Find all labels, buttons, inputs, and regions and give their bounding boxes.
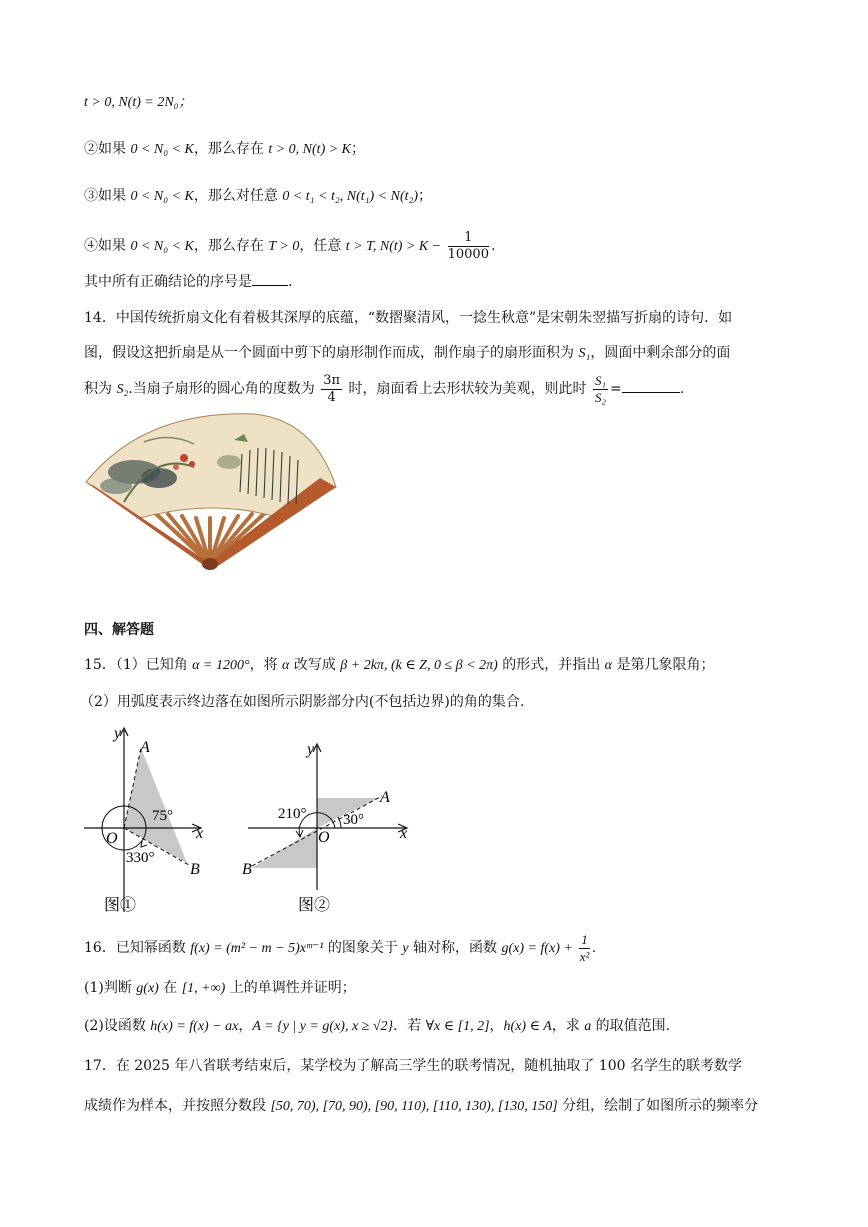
q15-line-2-text: （2）用弧度表示终边落在如图所示阴影部分内(不包括边界)的角的集合. [80,694,525,710]
q13-conclusion [84,272,292,292]
q16-line-2-g: g(x) [136,981,159,996]
fig2-origin-label: O [318,829,330,846]
q13-item-4-mid-2: ，任意 [299,238,346,254]
q13-item-2-expr: t > 0, N(t) > K [268,142,352,157]
q17-line-2-end: 分组，绘制了如图所示的频率分 [557,1098,759,1114]
q15-line-1-form: β + 2kπ, (k ∈ Z, 0 ≤ β < 2π) [340,658,498,673]
q13-item-2-end: ； [351,141,366,157]
figure-2 [238,738,418,918]
q16-line-1-mid: 的图象关于 [323,940,403,956]
q16-line-1-end: . [591,940,597,956]
q14-line-2 [84,343,730,364]
q14-line-2-post: ，圆面中剩余部分的面 [590,345,731,361]
q13-item-3 [84,186,432,207]
q16-g-denominator: x² [579,948,590,964]
q13-item-3-end: ； [418,188,433,204]
q14-line-3 [84,370,684,409]
q13-item-2-mid: ，那么存在 [193,141,269,157]
q14-ratio-fraction [593,373,608,406]
fig2-x-label: x [400,825,408,842]
q17-line-1 [84,1056,742,1076]
q16-line-3-end: 的取值范围. [591,1018,671,1034]
q13-answer-blank[interactable] [252,285,288,286]
q14-line-2-pre: 图，假设这把折扇是从一个圆面中剪下的扇形制作而成，制作扇子的扇形面积为 [84,345,579,361]
q13-item-3-expr: 0 < t₁ < t₂, N(t₁) < N(t₂) [282,189,419,204]
fig1-point-b: B [190,861,200,878]
q13-item-2-cond: 0 < N₀ < K [130,142,194,157]
fig1-y-label: y [114,725,122,742]
q13-item-4-cond: 0 < N₀ < K [130,239,194,254]
q16-line-3-pre: (2)设函数 [84,1018,151,1034]
q17-line-2 [84,1096,758,1117]
section-title [84,620,154,640]
q14-angle-fraction [321,373,342,406]
q14-line-3-end: . [679,381,685,397]
q16-line-2-end: 上的单调性并证明； [225,980,356,996]
q15-line-1-alpha: α = 1200° [192,658,250,673]
q13-item-4-fraction [448,230,489,263]
q14-line-1 [84,308,732,328]
q16-line-3-sep: ， [238,1018,253,1034]
fig2-point-a: A [380,789,390,806]
q14-line-3-mid: .当扇子扇形的圆心角的度数为 [128,381,320,397]
q13-item-2 [84,139,365,160]
q16-g-fraction [579,932,590,965]
fig1-x-label: x [196,825,204,842]
q15-line-1-alpha-2: α [282,658,290,673]
q16-line-3-mid: ．若 [393,1018,426,1034]
q16-line-2-interval: [1, +∞) [181,981,226,996]
q14-ratio-numerator: S₁ [594,372,606,388]
fig1-angle-75: 75° [152,808,173,824]
q16-line-3-forall: ∀x ∈ [1, 2] [425,1019,490,1034]
q16-line-2 [84,978,356,999]
fig2-point-b: B [242,861,252,878]
fig1-arc-arrow-icon [141,841,147,847]
fan-pivot [202,558,218,570]
q17-line-1-text: 17．在 2025 年八省联考结束后，某学校为了解高三学生的联考情况，随机抽取了 100 名学生的联考数学 [84,1058,742,1074]
fig1-point-a: A [140,739,150,756]
q16-line-2-pre: (1)判断 [84,980,137,996]
q16-line-1-y: y [402,941,409,956]
q13-item-4-end: . [490,238,496,254]
q16-line-1-f: f(x) = (m² − m − 5)xᵐ⁻¹ [190,941,324,956]
q17-line-2-pre: 成绩作为样本，并按照分数段 [84,1098,271,1114]
q13-line-1-text: t > 0, N(t) = 2N₀； [84,95,193,110]
q16-line-1-pre: 16．已知幂函数 [84,940,191,956]
q13-item-4-denominator: 10000 [447,246,489,262]
fig1-angle-330: 330° [126,850,155,866]
q13-item-3-mid: ，那么对任意 [193,188,283,204]
fig2-caption: 图② [298,897,331,914]
q13-conclusion-end: . [288,274,293,290]
q14-line-2-s1: S₁ [578,346,591,361]
q14-line-3-pre: 积为 [84,381,117,397]
q14-answer-blank[interactable] [622,392,680,393]
q16-line-2-mid: 在 [158,980,182,996]
q16-line-3-in: h(x) ∈ A [503,1019,552,1034]
q14-line-3-mid-2: 时，扇面看上去形状较为美观，则此时 [344,381,591,397]
q13-item-3-pre: ③如果 [84,188,131,204]
q15-line-1-mid: ，将 [249,657,283,673]
q16-line-1-mid-2: 轴对称，函数 [408,940,502,956]
q13-item-4-expr-1: T > 0 [268,239,300,254]
q14-angle-denominator: 4 [327,389,336,405]
q16-g-numerator: 1 [581,931,588,947]
q14-ratio-equals: = [610,381,622,397]
figure-1 [78,722,228,918]
q16-line-1 [84,930,596,967]
q13-item-2-pre: ②如果 [84,141,131,157]
q15-line-1-end: 是第几象限角； [612,657,715,673]
q16-line-1-g: g(x) = f(x) + [501,941,573,956]
q13-line-1 [84,92,193,113]
q13-item-4-pre: ④如果 [84,238,131,254]
q13-item-4-numerator: 1 [448,230,489,247]
q15-line-1-mid-3: 的形式，并指出 [497,657,605,673]
q14-line-3-s2: S₂ [116,382,129,397]
q15-line-1-alpha-3: α [604,658,613,673]
q16-line-3-sep-2: ， [489,1018,504,1034]
q16-line-3-var: a [584,1019,592,1034]
q13-item-3-cond: 0 < N₀ < K [130,189,194,204]
fig2-angle-210: 210° [278,806,307,822]
q13-item-4-mid: ，那么存在 [193,238,269,254]
q14-line-1-text: 14．中国传统折扇文化有着极其深厚的底蕴，“数摺聚清风，一捻生秋意”是宋朝朱翌描写折扇的诗句．如 [84,310,733,326]
section-title-text: 四、解答题 [84,622,154,638]
q15-line-1-mid-2: 改写成 [289,657,341,673]
q16-line-3-mid-2: ，求 [551,1018,585,1034]
fig1-origin-label: O [106,830,118,847]
q13-item-4 [84,228,495,265]
q15-line-1-pre: 15．（1）已知角 [84,657,193,673]
fig2-angle-30: 30° [343,812,364,828]
q14-ratio-denominator: S₂ [594,389,606,405]
q13-conclusion-text: 其中所有正确结论的序号是 [84,274,252,290]
q15-line-1 [84,655,714,676]
fig1-caption: 图① [104,897,137,914]
q15-line-2 [80,692,524,712]
fig2-y-label: y [307,741,315,758]
q16-line-3 [84,1016,670,1037]
q14-angle-numerator: 3π [323,372,341,388]
q13-item-4-expr-2: t > T, N(t) > K − [345,239,442,254]
folding-fan-image [84,412,338,572]
q17-line-2-segments: [50, 70), [70, 90), [90, 110), [110, 130), [130, 150] [270,1099,558,1114]
q16-line-3-h: h(x) = f(x) − ax [150,1019,239,1034]
q16-line-3-set-a: A = {y | y = g(x), x ≥ √2} [252,1019,394,1034]
